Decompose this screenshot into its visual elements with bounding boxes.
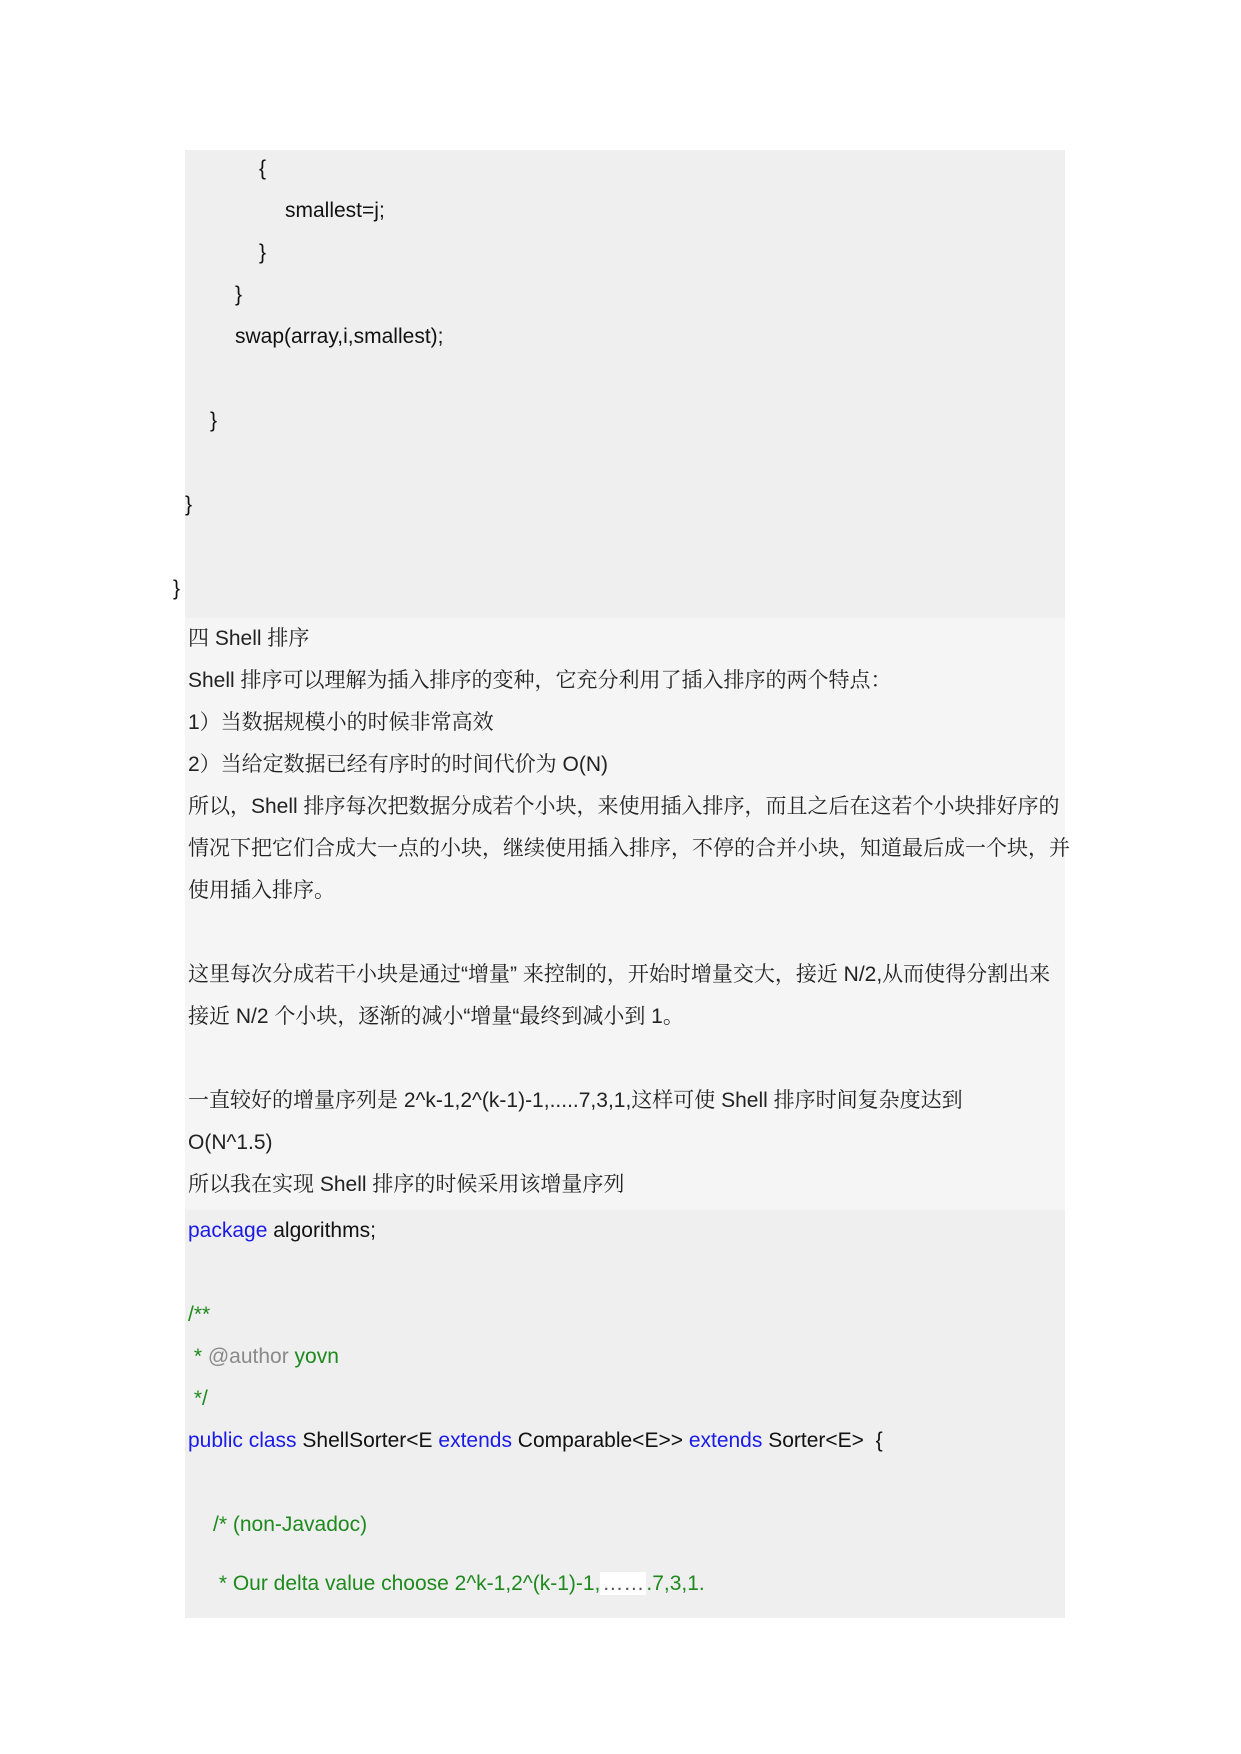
paragraph-line: 使用插入排序。 (188, 879, 335, 902)
intro-paragraph: Shell 排序可以理解为插入排序的变种，它充分利用了插入排序的两个特点： (188, 669, 892, 692)
code-line-package (188, 1210, 376, 1252)
code-line: } (259, 241, 267, 264)
code-comment: */ (188, 1387, 208, 1410)
keyword: public class (188, 1429, 297, 1452)
paragraph-line: 这里每次分成若干小块是通过“增量” 来控制的，开始时增量交大，接近 N/2,从而使得分割出来 (188, 963, 1051, 986)
keyword: extends (688, 1429, 763, 1452)
code-block-selection-sort-tail (173, 150, 1065, 618)
keyword: extends (438, 1429, 512, 1452)
feature-point-1: 1）当数据规模小的时候非常高效 (188, 711, 494, 734)
code-line: } (235, 283, 243, 306)
comment-text: * (188, 1345, 208, 1368)
code-text: algorithms; (267, 1219, 376, 1242)
code-comment-delta (213, 1563, 705, 1605)
paragraph-line: 接近 N/2 个小块，逐渐的减小“增量“最终到减小到 1。 (188, 1005, 684, 1028)
paragraph-line: 所以我在实现 Shell 排序的时候采用该增量序列 (188, 1173, 625, 1196)
code-comment: /* (non-Javadoc) (213, 1513, 368, 1536)
paragraph-line: 一直较好的增量序列是 2^k-1,2^(k-1)-1,.....7,3,1,这样可使 Shell 排序时间复杂度达到 (188, 1089, 963, 1112)
paragraph-line: 情况下把它们合成大一点的小块，继续使用插入排序，不停的合并小块，知道最后成一个块，并 (188, 837, 1070, 860)
section-heading: 四 Shell 排序 (188, 627, 310, 650)
code-line: } (210, 409, 218, 432)
code-line-class-declaration (188, 1420, 883, 1462)
code-block-shell-sorter (185, 1210, 1065, 1618)
keyword: package (188, 1219, 268, 1242)
document-page (173, 150, 1070, 1618)
comment-text: yovn (288, 1345, 339, 1368)
code-line: } (185, 493, 193, 516)
paragraph-line: 所以，Shell 排序每次把数据分成若个小块，来使用插入排序，而且之后在这若个小块排好序的 (188, 795, 1060, 818)
comment-text: .7,3,1. (646, 1572, 705, 1595)
code-line: smallest=j; (285, 199, 385, 222)
code-text: ShellSorter<E (296, 1429, 439, 1452)
code-line: swap(array,i,smallest); (235, 325, 444, 348)
code-text: Comparable<E>> (511, 1429, 689, 1452)
code-comment: /** (188, 1303, 211, 1326)
comment-text: * Our delta value choose 2^k-1,2^(k-1)-1, (213, 1572, 601, 1595)
code-comment-author (188, 1336, 339, 1378)
code-line: { (259, 157, 267, 180)
feature-point-2: 2）当给定数据已经有序时的时间代价为 O(N) (188, 753, 608, 776)
code-line: } (173, 577, 181, 600)
paragraph-line: O(N^1.5) (188, 1131, 273, 1154)
comment-ellipsis: …… (602, 1572, 645, 1595)
javadoc-tag: @author (207, 1345, 289, 1368)
code-text: Sorter<E> { (762, 1429, 883, 1452)
shell-sort-section (185, 618, 1070, 1210)
